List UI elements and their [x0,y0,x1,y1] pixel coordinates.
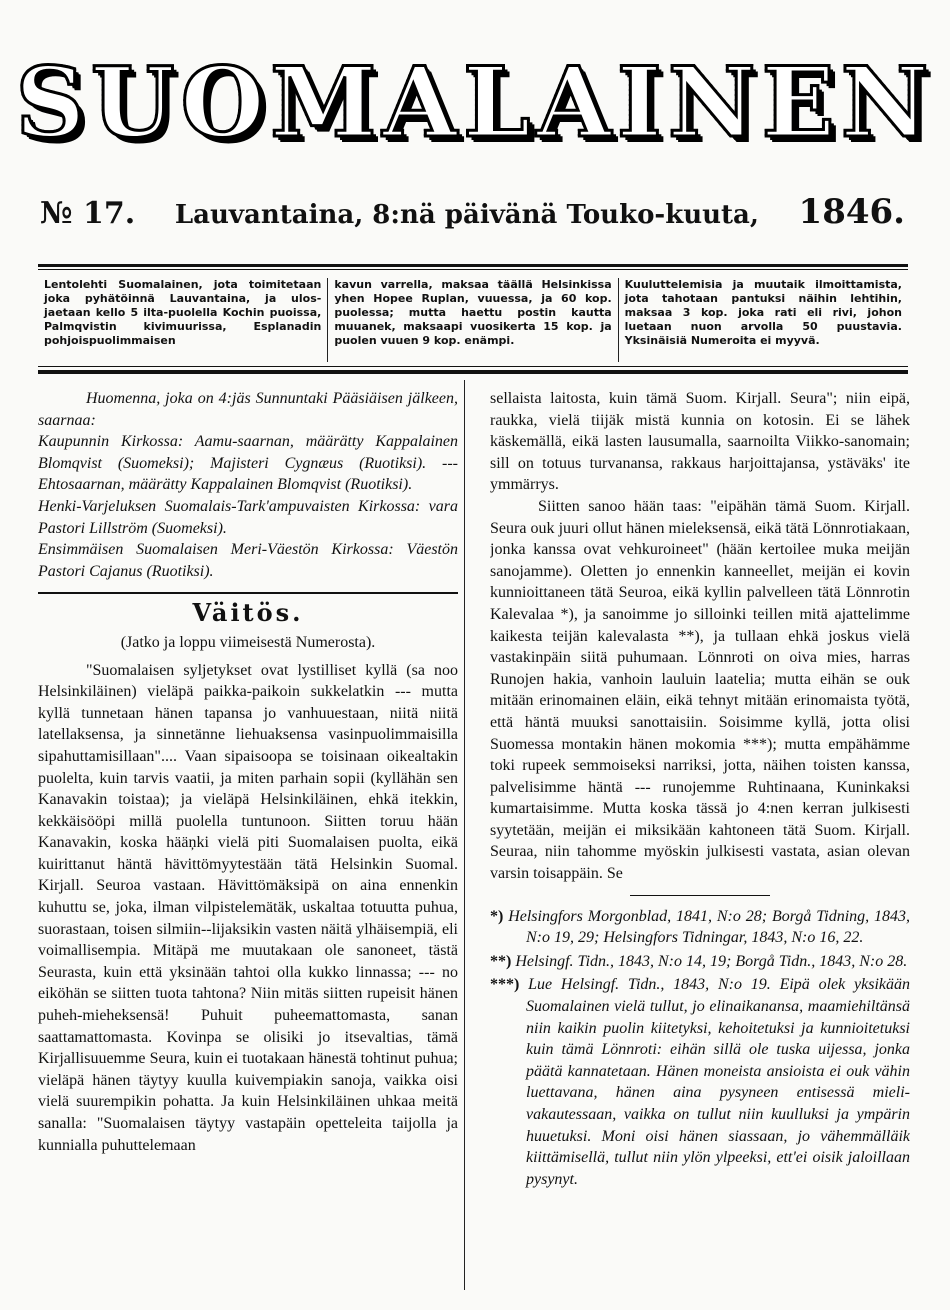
header-rule-bottom-thin [38,366,908,367]
header-rule-top [38,264,908,267]
footnote [490,906,910,949]
info-column-2: kavun varrella, maksaa täällä Helsinkissa yhen Hopee Ruplan, vuuessa, ja 60 kop. puolessa; mutta haettu postin kautta muuanek, maksaapi vuosikerta 15 kop. ja puolen vuuen 9 kop. enämpi. [328,278,618,362]
footnote [490,974,910,1190]
section-subtitle: (Jatko ja loppu viimeisestä Numerosta). [120,633,376,651]
issue-number: № 17. [40,196,136,231]
right-column [490,388,910,1288]
service-navy-church: Ensimmäisen Suomalaisen Meri-Väestön Kirkossa: Väestön Pastori Cajanus (Ruotiksi). [38,541,458,580]
footnote-mark: **) [490,952,512,970]
publication-info [38,278,908,362]
dateline [40,192,905,236]
service-guard-church: Henki-Varjeluksen Suomalais-Tark'ampuvaisten Kirkossa: vara Pastori Lillström (Suomeksi). [38,497,458,537]
footnote-rule [630,895,770,896]
section-title: Väitös. [192,598,304,628]
header-rule-top-thin [38,269,908,270]
article-body-left: "Suomalaisen syljetykset ovat lystilliset kyllä (sa noo Helsinkiläinen) vieläpä paikka-paikoin sukkelatkin --- mutta kyllä tunnetaan hänen tapansa jo vanhuuestaan, niitä niitä latellaksensa, ja sinnetänne liehuaksensa vasinpuolimmaisilla sipahuttamisillaan".... Vaan sipaisoopa se toisinaan oikealtakin puolelta, kuin tarvis vaatii, ja miten parhain sopii (kyllähän sen Kanavakin toistaa); ja vieläpä Helsinkiläinen, ehkä itekkin, kekkäisööpi millä puolella tuntunoon. Siitten toruu hään Kanavakin, koska hääņki vielä piti Suomalaisen puolta, eikä kuirittanut häntä hävittömyytestään tätä Helsinkin Suomal. Kirjall. Seuroa vastaan. Hävittömäksipä on aina ennenkin kuhuttu se, joka, ilman vilpistelemätäk, uskaltaa totuutta puhua, suorastaan, toisen silmiin--lijaksikin vasten näitä ylhäisempiä, eli voimallisempia. Mitäpä me muutakaan ole sanoneet, tästä Seurasta, kuin että yksinään tahtoi olla kukko linnassa; --- no eiköhän se siitten tuota tahtona? Niin mitäs siitten rupeisit hänen puheh-mieheksensä! Puhuit puheemattomasta, sanan saattamattomasta. Kovinpa se olisiki jo itsevaltias, tämä Kirjallisuuemme Seura, kuin ei tuotakaan hänestä tohtinut puhua; vieläpä hänen täytyy kuulla kuivempiakin sanoja, vaikka oisi vielä suurempikin pohatta. Ja kuin Helsinkiläinen uhkaa meitä sanalla: "Suomalaisen täytyy vastapäin opetteleita taijolla ja kunnialla puhuttelemaan [38,661,458,1154]
footnote [490,951,910,973]
footnote-mark: ***) [490,976,520,994]
footnotes [490,906,910,1191]
issue-date: Lauvantaina, 8:nä päivänä Touko-kuuta, [174,200,759,230]
footnote-text: Helsingfors Morgonblad, 1841, N:o 28; Borgå Tidning, 1843, N:o 19, 29; Helsingfors Tidningar, 1843, N:o 16, 22. [508,907,910,947]
section-rule [38,592,458,594]
left-column [38,388,458,1288]
service-city-church: Kaupunnin Kirkossa: Aamu-saarnan, määrätty Kappalainen Blomqvist (Suomeksi); Majisteri Cygnæus (Ruotiksi). --- Ehtosaarnan, määrätty Kappalainen Blomqvist (Ruotiksi). [38,433,458,494]
footnote-text: Lue Helsingf. Tidn., 1843, N:o 19. Eipä olek yksikään Suomalainen vielä tullut, jo elinaikanansa, maamiehiltänsä niin kaikin puolin kiitetyksi, kehoitetuksi ja kunnioitetuksi kuin tämä Lönnroti: eihän sillä ole tuska uijessa, jonka päätä kannatetaan. Hänen moneista ansioista ei ouk vähin luettavana, hänen aina pysyneen entisessä mieli-vakautessaan, vaikka on tullut niin kuulluksi ja ympärin huuetuksi. Moni oisi hänen siassaan, jo vähemmälläik kiittämisellä, tullut niin ylön ylpeeksi, ett'ei oisik jaloillaan pysynyt. [526,976,910,1188]
masthead [15,46,935,159]
masthead-title: SUOMALAINEN [15,46,935,159]
article-body-right-1: sellaista laitosta, kuin tämä Suom. Kirjall. Seura"; niin eipä, raukka, vielä tiijäk mistä kunnia on kotosin. Ei se lähek käskemällä, eikä lasten lausumalla, saarnoilta Viikko-sanomain; sill on totuus turvanansa, rakkaus harjoittajansa, ystäväks' ite ymmärrys. [490,390,910,494]
issue-year: 1846. [798,192,905,232]
services-intro: Huomenna, joka on 4:jäs Sunnuntaki Pääsiäisen jälkeen, saarnaa: [38,390,458,429]
column-divider [464,380,465,1290]
article-body-right-2: Siitten sanoo hään taas: "eipähän tämä Suom. Kirjall. Seura ouk juuri ollut hänen mieleksensä, eikä tätä Lönnrotiakaan, jonka kanssa ovat vehkuroineet" (hään kertoilee muka meijän sanojamme). Oletten jo ennenkin kanneellet, meijän ei kovin kunnioittaneen tätä Seuroa, eikä kyllin palvelleen tätä Lönnrotin Kalevalaa *), ja sanoimme jo silloinki teillen mitä ajattelimme kaikesta teijän kalevalasta **), ja tullaan ehkä joskus vielä vastakinpäin siitä puhumaan. Lönnroti on oiva mies, harras Runojen hakia, vanhoin lauluin laatelia; mutta eihän se ouk mitään erinomainen eläin, eikä tehnyt mitään erinomaista työtä, että häntä muuksi sanottaisiin. Soisimme kyllä, jotta olisi Suomessa montakin hänen mokomia ***); mutta empähämme toki rupeek semmoiseksi narriksi, jotta, näihen toisten kanssa, palvelisimme häntä --- runojemme Ruhtinaana, Kuninkaksi kumartaisimme. Mutta koska tässä jo 4:nen kerran julkisesti syytetään, meijän ei miksikään kahtoneen tätä Suom. Kirjall. Seuraa, niin tahomme myöskin julkisesti vastata, asian olevan varsin toisappäin. Se [490,497,910,883]
footnote-mark: *) [490,907,504,925]
footnote-text: Helsingf. Tidn., 1843, N:o 14, 19; Borgå Tidn., 1843, N:o 28. [515,952,908,970]
info-column-3: Kuuluttelemisia ja muutaik ilmoittamista, jota tahotaan pantuksi näihin lehtihin, maksaa 3 kop. joka rati eli rivi, johon luetaan nuon arvolla 50 puustavia. Yksinäisiä Numeroita ei myyvä. [624,278,902,347]
church-services [38,388,458,582]
info-column-1: Lentolehti Suomalainen, jota toimitetaan joka pyhätöinnä Lauvantaina, ja ulos-jaetaan kello 5 ilta-puolella Kochin puoissa, Palmqvistin kivimuurissa, Esplanadin pohjoispuolimmaisen [38,278,328,362]
header-rule-bottom [38,370,908,374]
